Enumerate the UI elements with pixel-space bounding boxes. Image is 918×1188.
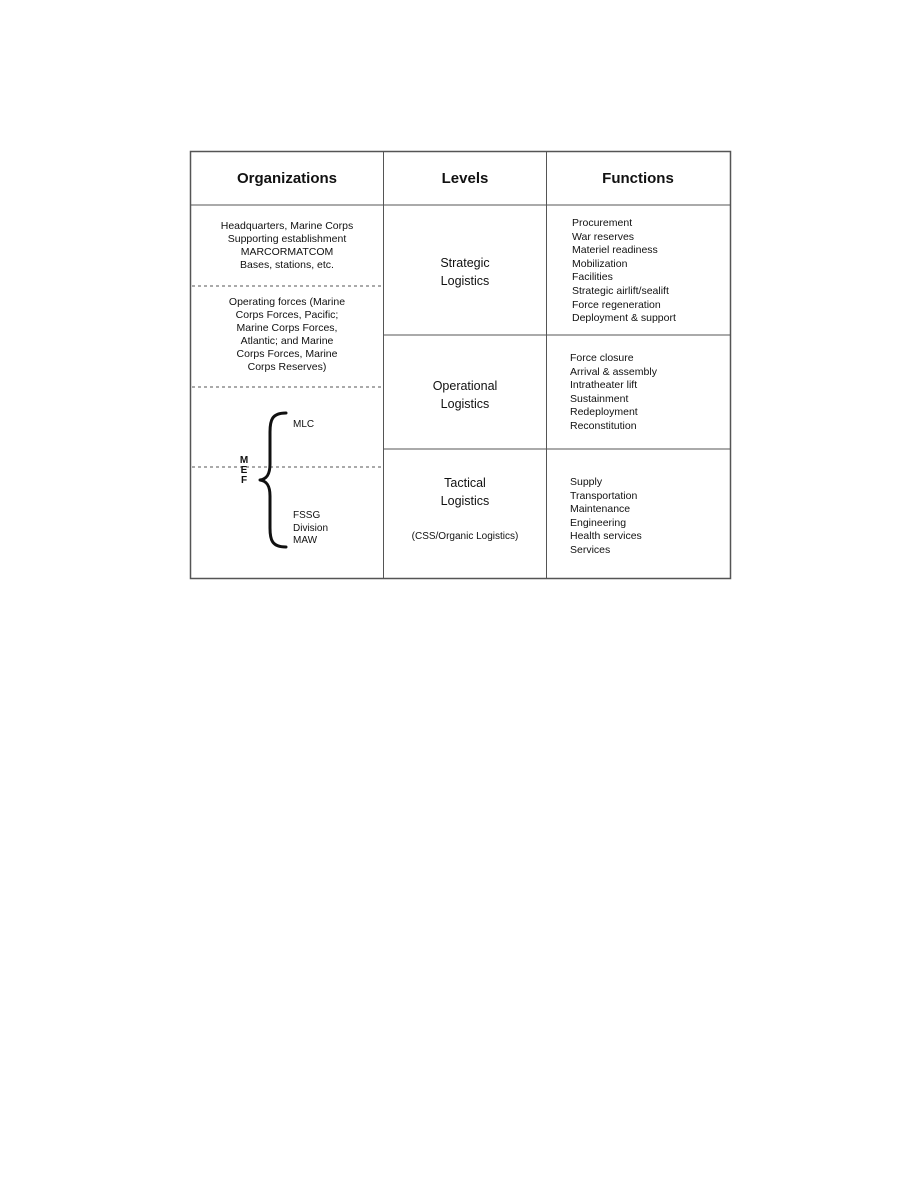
function-item: Redeployment bbox=[570, 406, 638, 419]
mef-letter-e: E bbox=[240, 465, 248, 476]
organization-mef-units: FSSG Division MAW bbox=[293, 510, 329, 546]
function-item: Arrival & assembly bbox=[570, 365, 657, 378]
function-item: Deployment & support bbox=[572, 312, 676, 325]
function-item: Procurement bbox=[572, 217, 633, 229]
level-tactical-note: (CSS/Organic Logistics) bbox=[411, 531, 519, 542]
header-levels: Levels bbox=[441, 170, 489, 187]
function-item: Force closure bbox=[570, 352, 634, 364]
mef-letter-f: F bbox=[240, 475, 248, 486]
mef-brace-icon bbox=[258, 410, 290, 550]
function-item: Reconstitution bbox=[570, 419, 637, 432]
function-item: Health services bbox=[570, 530, 642, 543]
organization-mlc: MLC bbox=[293, 419, 315, 430]
level-strategic: Strategic Logistics bbox=[440, 256, 490, 288]
function-item: Facilities bbox=[572, 271, 613, 284]
function-item: Sustainment bbox=[570, 392, 629, 405]
function-item: Force regeneration bbox=[572, 298, 661, 311]
function-item: Engineering bbox=[570, 516, 627, 529]
level-tactical: Tactical Logistics bbox=[440, 476, 490, 508]
header-functions: Functions bbox=[602, 170, 674, 187]
function-item: Supply bbox=[570, 476, 603, 488]
function-item: Mobilization bbox=[572, 257, 628, 270]
function-item: Intratheater lift bbox=[570, 379, 638, 392]
header-organizations: Organizations bbox=[236, 170, 337, 187]
functions-operational-list bbox=[570, 352, 657, 434]
organization-operating-forces: Operating forces (Marine Corps Forces, Pacific; Marine Corps Forces, Atlantic; and Marine Corps Forces, Marine Corps Reserves) bbox=[228, 296, 346, 373]
mef-label bbox=[239, 456, 249, 486]
function-item: Maintenance bbox=[570, 503, 631, 516]
organization-headquarters: Headquarters, Marine Corps Supporting establishment MARCORMATCOM Bases, stations, etc. bbox=[220, 220, 354, 271]
function-item: Strategic airlift/sealift bbox=[572, 284, 669, 297]
function-item: Transportation bbox=[570, 489, 638, 502]
functions-tactical-list bbox=[570, 476, 642, 558]
level-operational: Operational Logistics bbox=[432, 379, 498, 411]
functions-strategic-list bbox=[572, 217, 676, 326]
function-item: War reserves bbox=[572, 230, 635, 243]
function-item: Services bbox=[570, 543, 611, 556]
mef-letter-m: M bbox=[239, 455, 249, 466]
function-item: Materiel readiness bbox=[572, 244, 658, 257]
